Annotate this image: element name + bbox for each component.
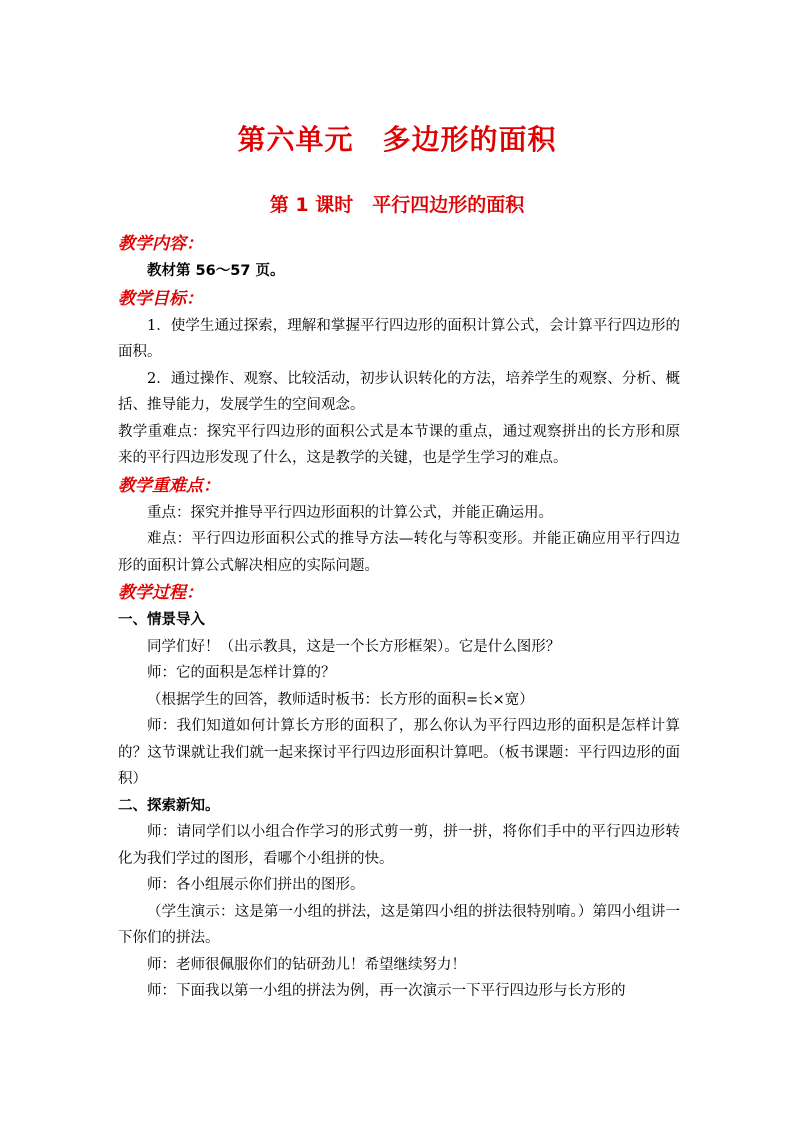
section-heading-content: 教学内容： — [118, 234, 203, 254]
key-point-item: 难点：平行四边形面积公式的推导方法—转化与等积变形。并能正确应用平行四边形的面积计算公式解决相应的实际问题。 — [118, 531, 680, 574]
process-line: （根据学生的回答，教师适时板书：长方形的面积=长×宽） — [147, 691, 534, 708]
process-line: 师：老师很佩服你们的钻研劲儿！希望继续努力！ — [147, 956, 466, 973]
document-body — [118, 230, 680, 1005]
unit-title: 第六单元 多边形的面积 — [237, 123, 557, 156]
goal-item: 1．使学生通过探索，理解和掌握平行四边形的面积计算公式，会计算平行四边形的面积。 — [118, 317, 680, 360]
process-line: （学生演示：这是第一小组的拼法，这是第四小组的拼法很特别唷。）第四小组讲一下你们的拼法。 — [118, 903, 680, 946]
process-line: 师：它的面积是怎样计算的？ — [147, 665, 336, 681]
key-point-item: 重点：探究并推导平行四边形面积的计算公式，并能正确运用。 — [147, 504, 553, 521]
process-line: 同学们好！（出示教具，这是一个长方形框架）。它是什么图形？ — [147, 638, 561, 655]
process-line: 师：各小组展示你们拼出的图形。 — [147, 877, 365, 893]
process-line: 师：下面我以第一小组的拼法为例，再一次演示一下平行四边形与长方形的 — [147, 983, 626, 999]
goal-item: 2．通过操作、观察、比较活动，初步认识转化的方法，培养学生的观察、分析、概括、推导能力，发展学生的空间观念。 — [118, 370, 680, 413]
step-heading: 一、情景导入 — [118, 612, 205, 628]
step-heading: 二、探索新知。 — [118, 797, 220, 814]
goals-note: 教学重难点：探究平行四边形的面积公式是本节课的重点，通过观察拼出的长方形和原来的平行四边形发现了什么，这是教学的关键，也是学生学习的难点。 — [118, 423, 680, 466]
section-heading-process: 教学过程： — [118, 583, 203, 603]
section-heading-key-points: 教学重难点： — [118, 475, 220, 496]
process-line: 师：我们知道如何计算长方形的面积了，那么你认为平行四边形的面积是怎样计算的？这节课就让我们就一起来探讨平行四边形面积计算吧。（板书课题：平行四边形的面积） — [118, 718, 680, 787]
process-line: 师：请同学们以小组合作学习的形式剪一剪，拼一拼，将你们手中的平行四边形转化为我们学过的图形，看哪个小组拼的快。 — [118, 824, 680, 867]
content-text: 教材第 56～57 页。 — [147, 263, 285, 279]
lesson-title: 第 1 课时 平行四边形的面积 — [269, 194, 525, 216]
section-heading-goals: 教学目标： — [118, 288, 203, 309]
